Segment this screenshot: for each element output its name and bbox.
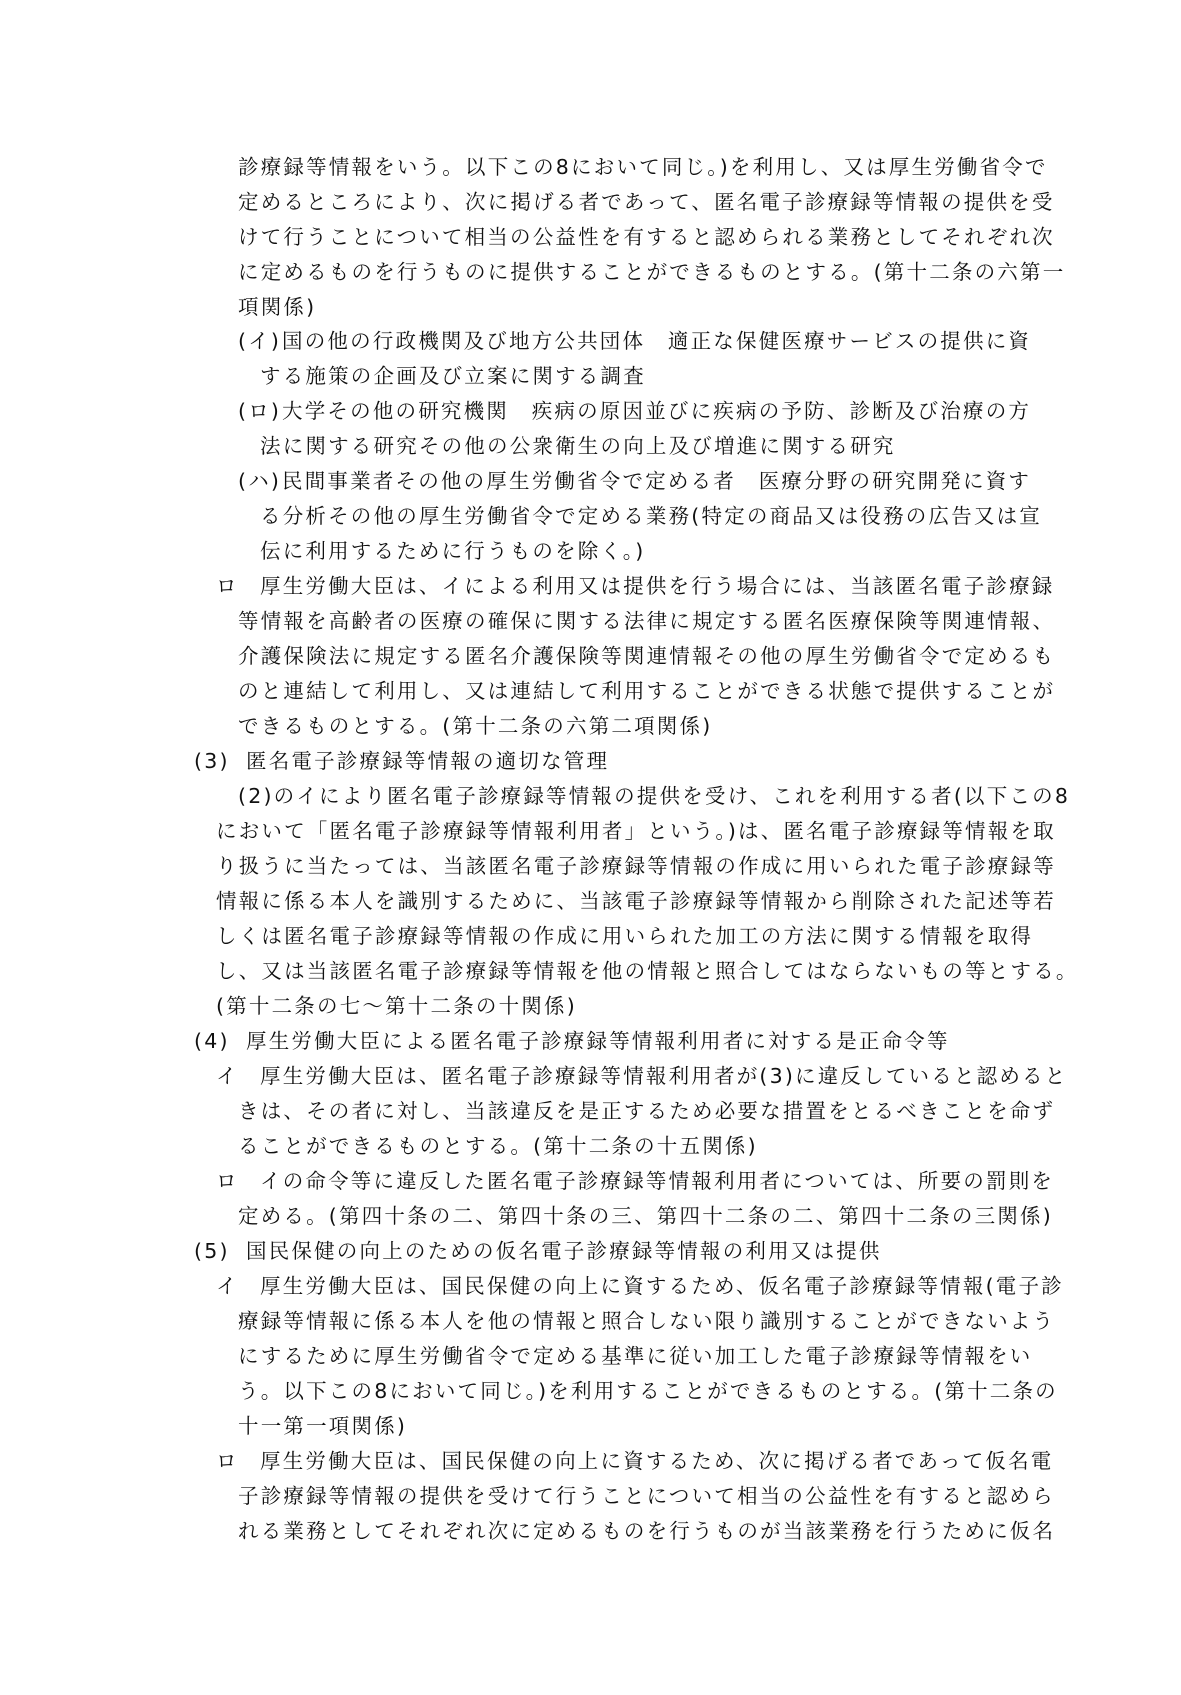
section-3 bbox=[194, 744, 1079, 1024]
text-line: 介護保険法に規定する匿名介護保険等関連情報その他の厚生労働省令で定めるも bbox=[238, 644, 1056, 668]
line-text: 大学その他の研究機関 疾病の原因並びに疾病の予防、診断及び治療の方 bbox=[282, 399, 1032, 423]
section-heading bbox=[194, 1234, 882, 1269]
text-line: 項関係) bbox=[238, 295, 317, 319]
item-marker: (ロ) bbox=[238, 399, 282, 423]
text-line: う。以下この8において同じ。)を利用することができるものとする。(第十二条の bbox=[238, 1379, 1058, 1403]
text-line: (第十二条の七～第十二条の十関係) bbox=[216, 994, 577, 1018]
text-line bbox=[216, 569, 1055, 604]
text-line: る分析その他の厚生労働省令で定める業務(特定の商品又は役務の広告又は宣 bbox=[260, 504, 1042, 528]
text-line: 子診療録等情報の提供を受けて行うことについて相当の公益性を有すると認めら bbox=[238, 1484, 1055, 1508]
text-line: れる業務としてそれぞれ次に定めるものを行うものが当該業務を行うために仮名 bbox=[238, 1519, 1056, 1543]
section-4-item-ro bbox=[216, 1164, 1054, 1234]
item-marker: (ハ) bbox=[238, 469, 282, 493]
heading-text: 国民保健の向上のための仮名電子診療録等情報の利用又は提供 bbox=[246, 1239, 882, 1263]
text-line bbox=[216, 1444, 1055, 1479]
text-line: 診療録等情報をいう。以下この8において同じ。)を利用し、又は厚生労働省令で bbox=[238, 155, 1048, 179]
text-line bbox=[216, 1164, 1054, 1199]
section-4 bbox=[194, 1024, 950, 1059]
line-text: 厚生労働大臣は、匿名電子診療録等情報利用者が(3)に違反していると認めると bbox=[260, 1064, 1068, 1088]
text-line: きは、その者に対し、当該違反を是正するため必要な措置をとるべきことを命ず bbox=[238, 1099, 1056, 1123]
line-text: 厚生労働大臣は、イによる利用又は提供を行う場合には、当該匿名電子診療録 bbox=[260, 574, 1055, 598]
section-marker: (4) bbox=[194, 1029, 230, 1053]
text-line: り扱うに当たっては、当該匿名電子診療録等情報の作成に用いられた電子診療録等 bbox=[216, 854, 1056, 878]
sub-item-ha bbox=[238, 464, 1042, 569]
text-line bbox=[216, 1059, 1067, 1094]
item-2-ro bbox=[216, 569, 1055, 744]
text-line: に定めるものを行うものに提供することができるものとする。(第十二条の六第一 bbox=[238, 260, 1066, 284]
text-line: (2)のイにより匿名電子診療録等情報の提供を受け、これを利用する者(以下この8 bbox=[238, 784, 1071, 808]
sub-item-i bbox=[238, 324, 1031, 394]
section-marker: (5) bbox=[194, 1239, 230, 1263]
text-line bbox=[238, 324, 1031, 359]
text-line: する施策の企画及び立案に関する調査 bbox=[260, 364, 646, 388]
text-line: 定める。(第四十条の二、第四十条の三、第四十二条の二、第四十二条の三関係) bbox=[238, 1204, 1053, 1228]
text-line: し、又は当該匿名電子診療録等情報を他の情報と照合してはならないもの等とする。 bbox=[216, 959, 1079, 983]
line-text: イの命令等に違反した匿名電子診療録等情報利用者については、所要の罰則を bbox=[260, 1169, 1055, 1193]
text-line: 伝に利用するために行うものを除く。) bbox=[260, 539, 646, 563]
text-line bbox=[238, 394, 1031, 429]
section-heading bbox=[194, 744, 1079, 779]
line-text: 国の他の行政機関及び地方公共団体 適正な保健医療サービスの提供に資 bbox=[282, 329, 1032, 353]
text-line: にするために厚生労働省令で定める基準に従い加工した電子診療録等情報をい bbox=[238, 1344, 1033, 1368]
section-5-item-ro bbox=[216, 1444, 1055, 1549]
section-marker: (3) bbox=[194, 749, 230, 773]
text-line: できるものとする。(第十二条の六第二項関係) bbox=[238, 714, 713, 738]
section-heading bbox=[194, 1024, 950, 1059]
text-line: 療録等情報に係る本人を他の情報と照合しない限り識別することができないよう bbox=[238, 1309, 1056, 1333]
item-marker: イ bbox=[216, 1064, 239, 1088]
item-marker: ロ bbox=[216, 1169, 239, 1193]
section-5 bbox=[194, 1234, 882, 1269]
item-marker: (イ) bbox=[238, 329, 282, 353]
item-marker: ロ bbox=[216, 574, 239, 598]
sub-item-ro bbox=[238, 394, 1031, 464]
text-line bbox=[216, 1269, 1064, 1304]
text-line: 情報に係る本人を識別するために、当該電子診療録等情報から削除された記述等若 bbox=[216, 889, 1056, 913]
line-text: 厚生労働大臣は、国民保健の向上に資するため、次に掲げる者であって仮名電 bbox=[260, 1449, 1054, 1473]
heading-text: 厚生労働大臣による匿名電子診療録等情報利用者に対する是正命令等 bbox=[246, 1029, 950, 1053]
text-line: ることができるものとする。(第十二条の十五関係) bbox=[238, 1134, 758, 1158]
text-line: 十一第一項関係) bbox=[238, 1414, 408, 1438]
text-line: において「匿名電子診療録等情報利用者」という。)は、匿名電子診療録等情報を取 bbox=[216, 819, 1056, 843]
text-line: けて行うことについて相当の公益性を有すると認められる業務としてそれぞれ次 bbox=[238, 225, 1055, 249]
text-line: のと連結して利用し、又は連結して利用することができる状態で提供することが bbox=[238, 679, 1056, 703]
line-text: 厚生労働大臣は、国民保健の向上に資するため、仮名電子診療録等情報(電子診 bbox=[260, 1274, 1064, 1298]
section-4-item-i bbox=[216, 1059, 1067, 1164]
text-line: 等情報を高齢者の医療の確保に関する法律に規定する匿名医療保険等関連情報、 bbox=[238, 609, 1056, 633]
line-text: 民間事業者その他の厚生労働省令で定める者 医療分野の研究開発に資す bbox=[282, 469, 1032, 493]
text-line bbox=[238, 464, 1042, 499]
item-marker: ロ bbox=[216, 1449, 239, 1473]
paragraph-2i-continuation bbox=[238, 150, 1065, 325]
text-line: 法に関する研究その他の公衆衛生の向上及び増進に関する研究 bbox=[260, 434, 896, 458]
heading-text: 匿名電子診療録等情報の適切な管理 bbox=[246, 749, 610, 773]
item-marker: イ bbox=[216, 1274, 239, 1298]
text-line: しくは匿名電子診療録等情報の作成に用いられた加工の方法に関する情報を取得 bbox=[216, 924, 1034, 948]
section-5-item-i bbox=[216, 1269, 1064, 1444]
text-line: 定めるところにより、次に掲げる者であって、匿名電子診療録等情報の提供を受 bbox=[238, 190, 1055, 214]
